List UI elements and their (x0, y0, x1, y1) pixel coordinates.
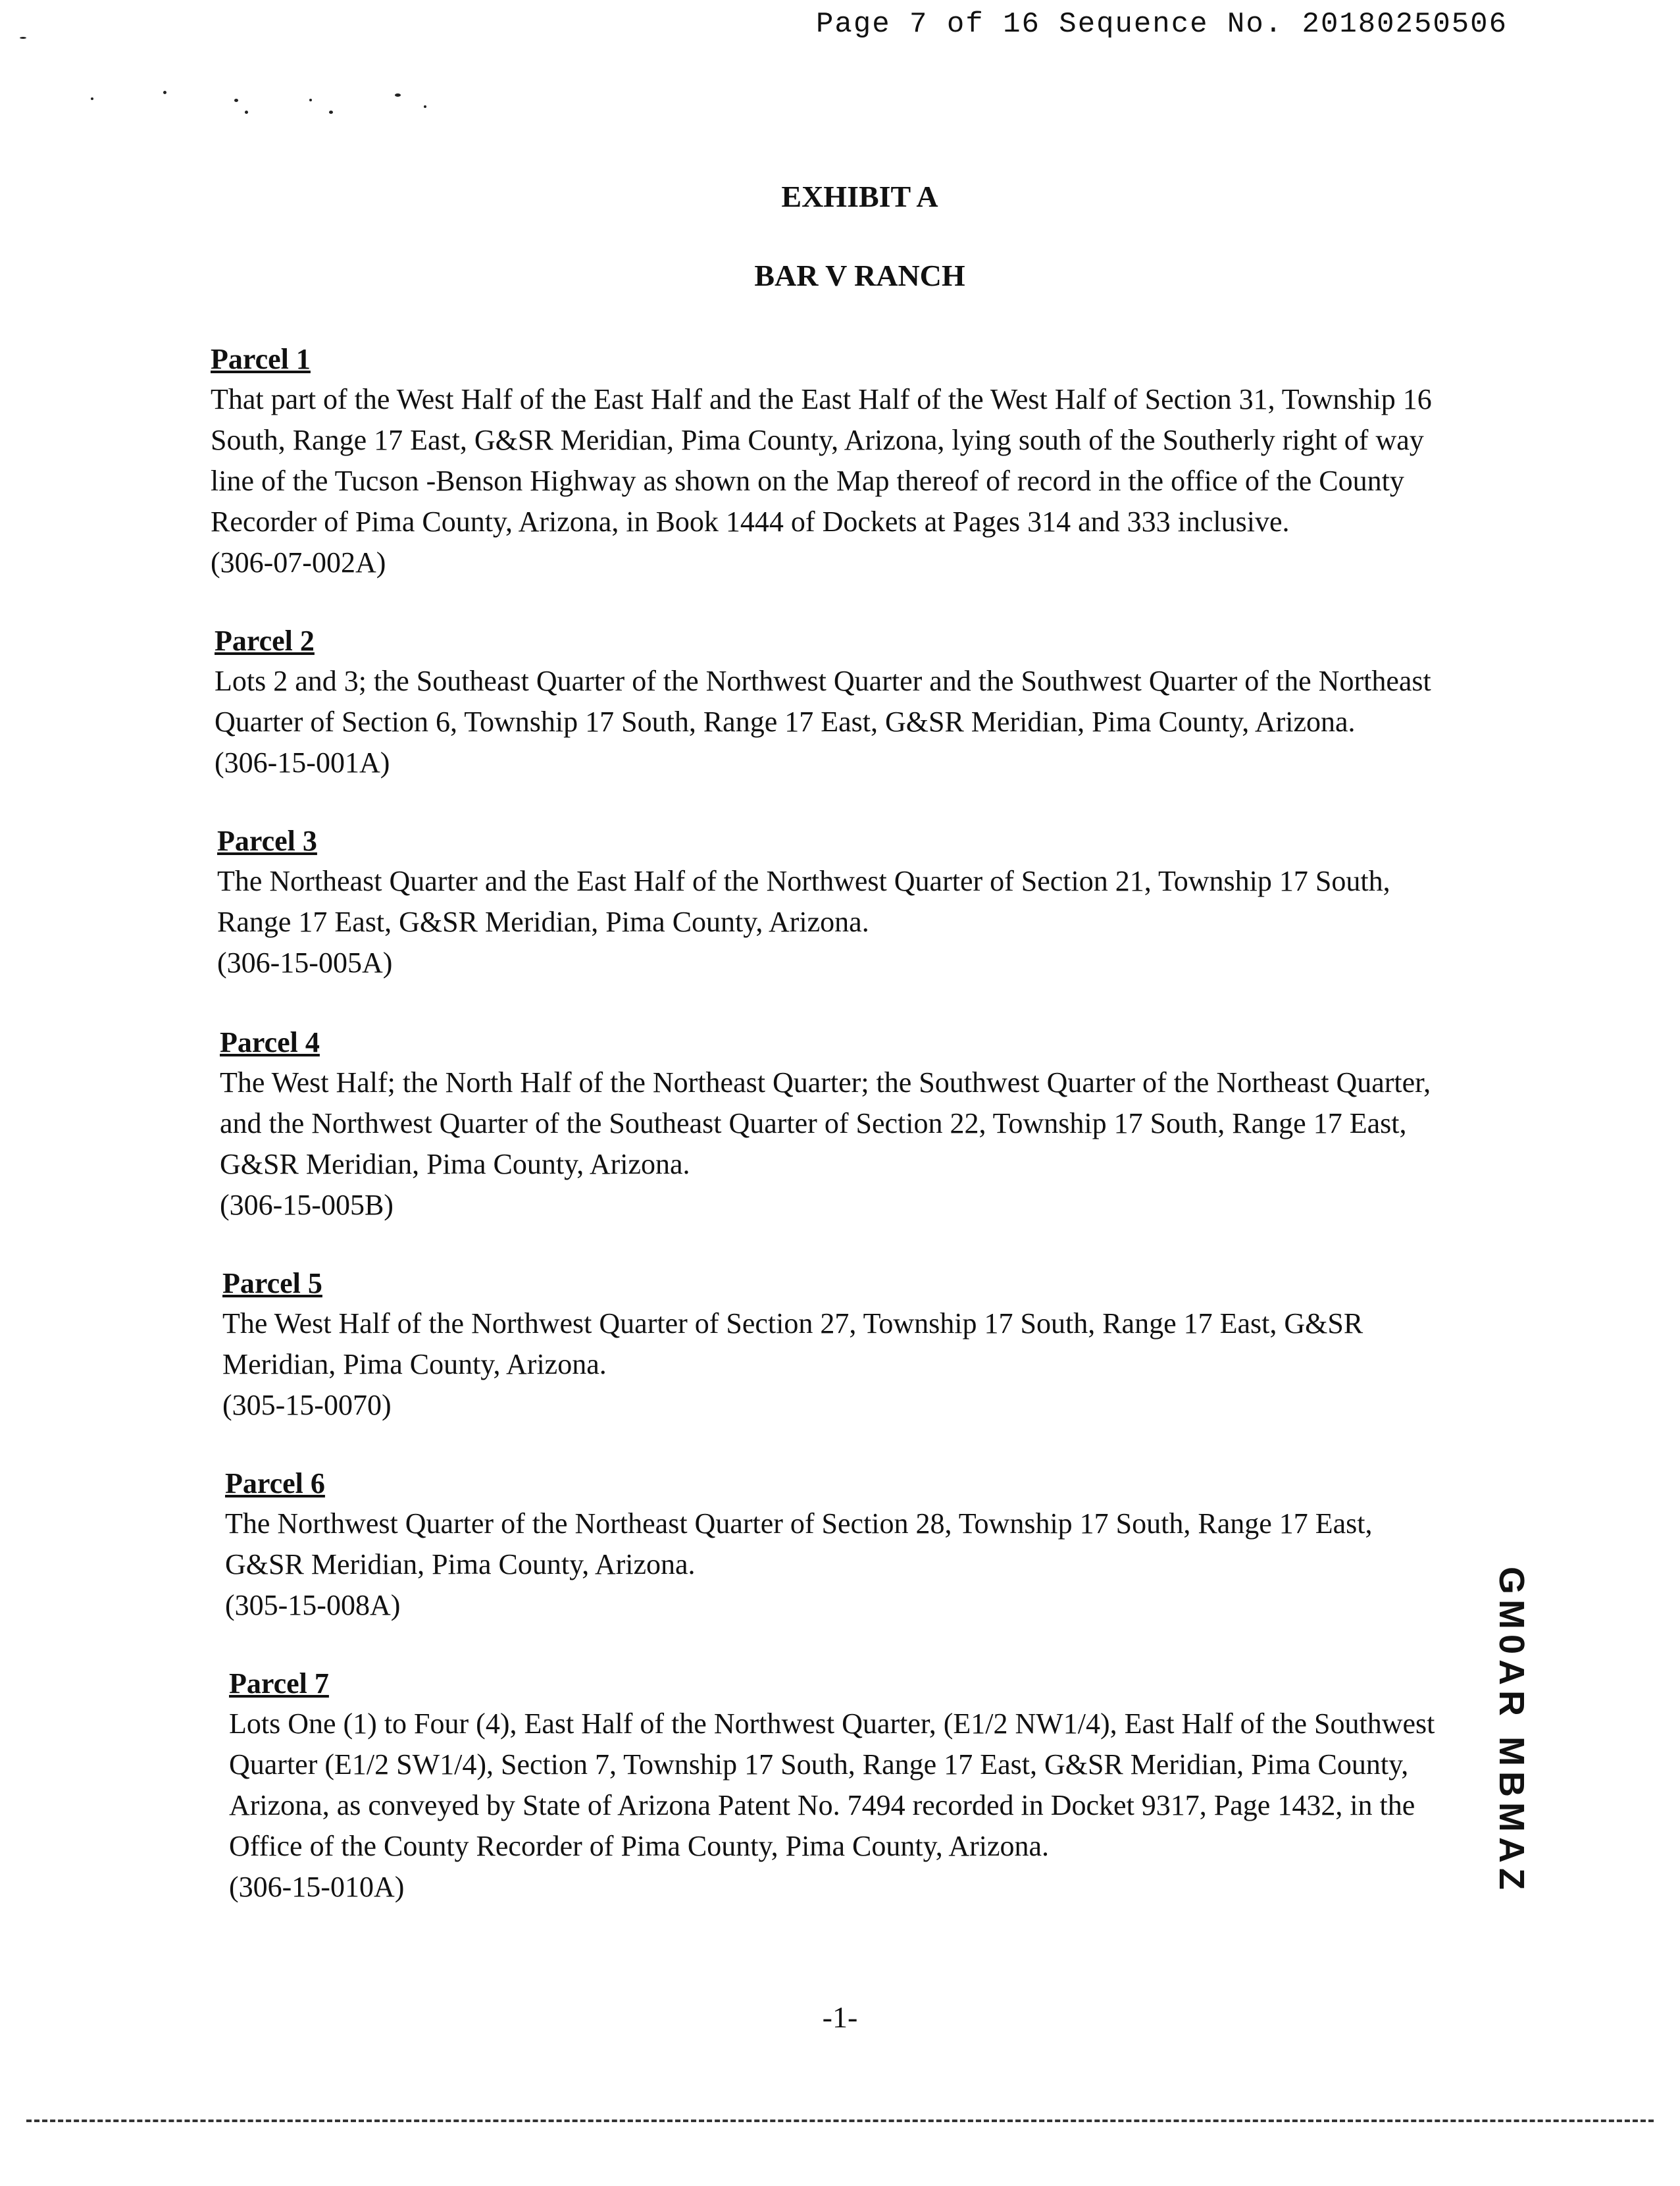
parcel-section-3 (217, 821, 1390, 983)
scan-speck (245, 111, 248, 114)
parcel-heading: Parcel 1 (211, 343, 311, 375)
parcel-description: The Northwest Quarter of the Northeast Quarter of Section 28, Township 17 South, Range 17 East, G&SR Meridian, Pima County, Arizona. (225, 1507, 1373, 1580)
parcel-section-1 (211, 340, 1432, 583)
scan-speck (234, 99, 238, 102)
parcel-description: The West Half; the North Half of the Northeast Quarter; the Southwest Quarter of the Northeast Quarter, and the Northwest Quarter of the Southeast Quarter of Section 22, Township 17 South, Range 17 East, G&SR Meridian, Pima County, Arizona. (220, 1066, 1431, 1180)
scan-speck (395, 93, 401, 97)
parcel-heading: Parcel 7 (229, 1667, 329, 1700)
scan-speck (20, 37, 26, 39)
parcel-description: The West Half of the Northwest Quarter of Section 27, Township 17 South, Range 17 East, G&SR Meridian, Pima County, Arizona. (222, 1307, 1363, 1380)
parcel-number: (305-15-008A) (225, 1589, 401, 1621)
page-sequence-header: Page 7 of 16 Sequence No. 20180250506 (816, 8, 1508, 41)
page-number: -1- (822, 2000, 858, 2034)
parcel-heading: Parcel 3 (217, 825, 317, 857)
parcel-number: (305-15-0070) (222, 1389, 392, 1421)
parcel-section-6 (225, 1464, 1373, 1626)
property-name: BAR V RANCH (754, 259, 965, 292)
footer-divider (26, 2120, 1654, 2122)
parcel-section-2 (215, 621, 1431, 783)
parcel-number: (306-15-005B) (220, 1189, 394, 1221)
parcel-heading: Parcel 4 (220, 1026, 320, 1058)
parcel-description: That part of the West Half of the East Half and the East Half of the West Half of Section 31, Township 16 South, Range 17 East, G&SR Meridian, Pima County, Arizona, lying south of the Southerly right of way line of the Tucson -Benson Highway as shown on the Map thereof of record in the office of the County Recorder of Pima County, Arizona, in Book 1444 of Dockets at Pages 314 and 333 inclusive. (211, 383, 1432, 538)
parcel-description: Lots 2 and 3; the Southeast Quarter of the Northwest Quarter and the Southwest Quarter of the Northeast Quarter of Section 6, Township 17 South, Range 17 East, G&SR Meridian, Pima County, Arizona. (215, 665, 1431, 738)
margin-stamp: GM0AR MBMAZ (1492, 1567, 1531, 1895)
parcel-number: (306-15-001A) (215, 746, 390, 779)
scan-speck (309, 99, 312, 101)
parcel-number: (306-07-002A) (211, 546, 386, 579)
scan-speck (91, 97, 93, 100)
parcel-section-7 (229, 1664, 1435, 1908)
parcel-heading: Parcel 5 (222, 1267, 322, 1299)
parcel-description: The Northeast Quarter and the East Half of the Northwest Quarter of Section 21, Township 17 South, Range 17 East, G&SR Meridian, Pima County, Arizona. (217, 865, 1390, 938)
scan-speck (163, 91, 166, 94)
exhibit-title: EXHIBIT A (781, 180, 938, 213)
scan-speck (329, 111, 333, 114)
parcel-description: Lots One (1) to Four (4), East Half of the Northwest Quarter, (E1/2 NW1/4), East Half of the Southwest Quarter (E1/2 SW1/4), Section 7, Township 17 South, Range 17 East, G&SR Meridian, Pima County, Arizona, as conveyed by State of Arizona Patent No. 7494 recorded in Docket 9317, Page 1432, in the Office of the County Recorder of Pima County, Pima County, Arizona. (229, 1707, 1435, 1862)
parcel-heading: Parcel 2 (215, 625, 315, 657)
parcel-heading: Parcel 6 (225, 1467, 325, 1499)
parcel-section-4 (220, 1023, 1431, 1226)
parcel-section-5 (222, 1264, 1363, 1426)
scan-speck (424, 105, 426, 108)
parcel-number: (306-15-005A) (217, 947, 393, 979)
parcel-number: (306-15-010A) (229, 1871, 405, 1903)
